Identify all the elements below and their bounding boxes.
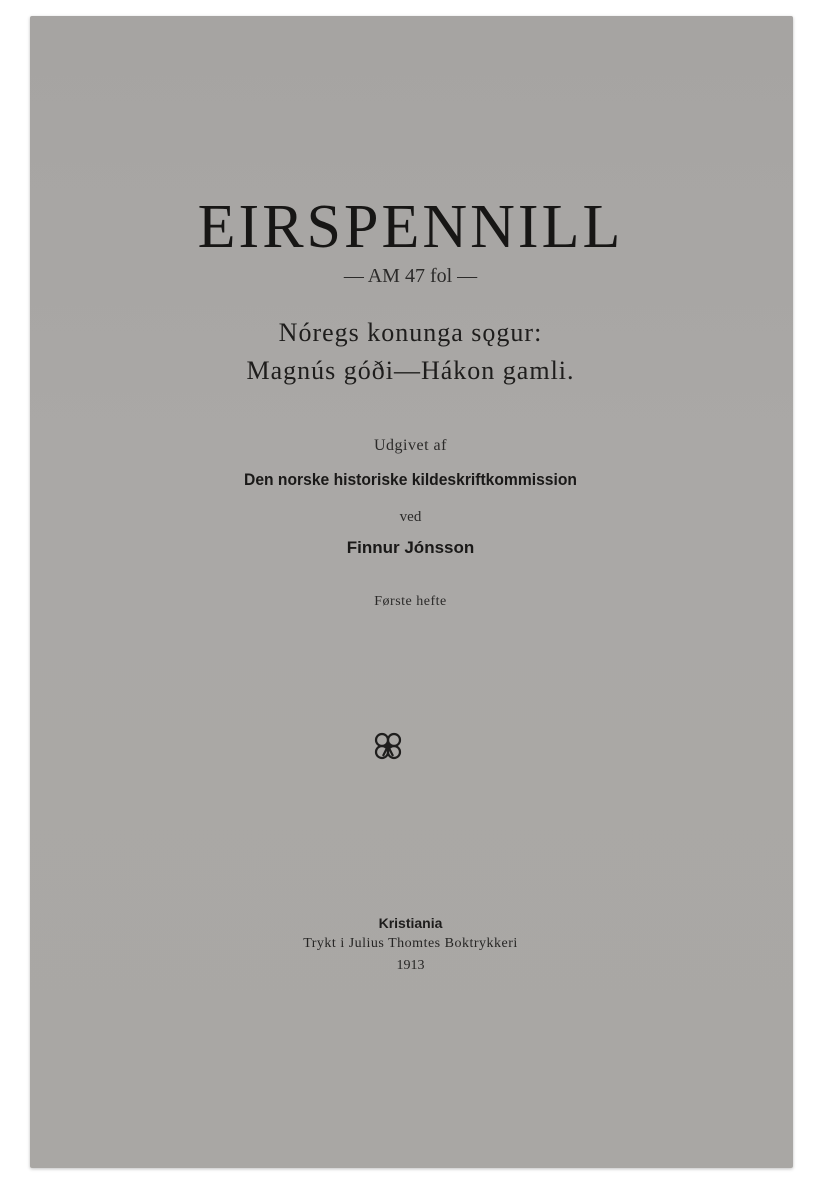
by-label: ved	[399, 509, 422, 525]
imprint-place: Kristiania	[378, 915, 443, 931]
imprint-printer: Trykt i Julius Thomtes Boktrykkeri	[303, 936, 518, 951]
editor-name: Finnur Jónsson	[346, 538, 475, 557]
part-label: Første hefte	[374, 594, 447, 609]
subtitle-line-1: Nóregs konunga sǫgur:	[278, 318, 543, 347]
manuscript-shelfmark: — AM 47 fol —	[343, 265, 478, 287]
book-title: EIRSPENNILL	[197, 193, 624, 261]
quatrefoil-ornament-icon	[371, 729, 405, 763]
publisher-name: Den norske historiske kildeskriftkommission	[244, 470, 577, 489]
subtitle-line-2: Magnús góði—Hákon gamli.	[246, 356, 575, 385]
imprint-year: 1913	[396, 958, 425, 973]
published-by-label: Udgivet af	[374, 437, 447, 454]
title-page	[30, 16, 793, 1168]
